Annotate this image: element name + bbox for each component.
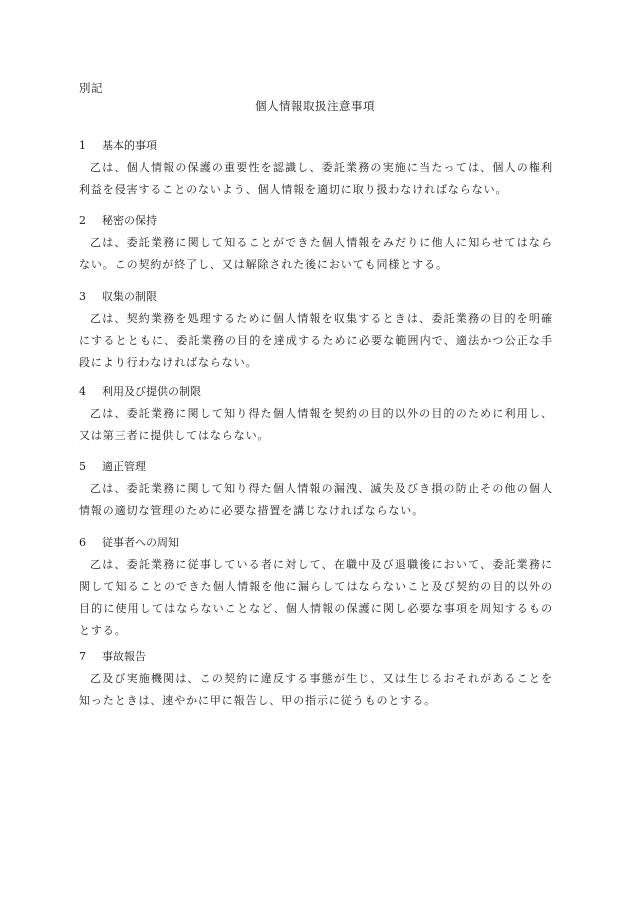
section-number: 2 xyxy=(79,214,86,227)
section-body: 乙及び実施機関は、この契約に違反する事態が生じ、又は生じるおそれがあることを知ったときは、速やかに甲に報告し、甲の指示に従うものとする。 xyxy=(79,672,553,707)
section-number: 1 xyxy=(79,139,86,152)
section-number: 5 xyxy=(79,460,86,473)
section-7 xyxy=(79,646,553,712)
document-title: 個人情報取扱注意事項 xyxy=(255,99,375,113)
section-heading xyxy=(79,210,553,232)
section-title: 事故報告 xyxy=(102,650,146,663)
section-heading xyxy=(79,381,553,403)
section-1 xyxy=(79,135,553,201)
section-heading xyxy=(79,456,553,478)
section-6 xyxy=(79,532,553,642)
section-5 xyxy=(79,456,553,522)
section-body: 乙は、委託業務に従事している者に対して、在職中及び退職後において、委託業務に関して知ることのできた個人情報を他に漏らしてはならないこと及び契約の目的以外の目的に使用してはならないことなど、個人情報の保護に関し必要な事項を周知するものとする。 xyxy=(79,558,553,637)
section-number: 4 xyxy=(79,385,86,398)
section-title: 利用及び提供の制限 xyxy=(102,385,201,398)
section-body: 乙は、契約業務を処理するために個人情報を収集するときは、委託業務の目的を明確にするとともに、委託業務の目的を達成するために必要な範囲内で、適法かつ公正な手段により行わなければならない。 xyxy=(79,312,553,369)
section-title: 基本的事項 xyxy=(102,139,157,152)
section-heading xyxy=(79,286,553,308)
section-title: 秘密の保持 xyxy=(102,214,157,227)
section-4 xyxy=(79,381,553,447)
section-body: 乙は、委託業務に関して知ることができた個人情報をみだりに他人に知らせてはならない。この契約が終了し、又は解除された後においても同様とする。 xyxy=(79,236,553,271)
section-body: 乙は、個人情報の保護の重要性を認識し、委託業務の実施に当たっては、個人の権利利益を侵害することのないよう、個人情報を適切に取り扱わなければならない。 xyxy=(79,161,553,196)
section-title: 適正管理 xyxy=(102,460,146,473)
section-heading xyxy=(79,135,553,157)
section-title: 収集の制限 xyxy=(102,290,157,303)
section-heading xyxy=(79,532,553,554)
section-body: 乙は、委託業務に関して知り得た個人情報を契約の目的以外の目的のために利用し、又は第三者に提供してはならない。 xyxy=(79,407,553,442)
section-number: 6 xyxy=(79,536,86,549)
section-heading xyxy=(79,646,553,668)
section-3 xyxy=(79,286,553,374)
section-number: 3 xyxy=(79,290,86,303)
section-2 xyxy=(79,210,553,276)
section-body: 乙は、委託業務に関して知り得た個人情報の漏洩、滅失及びき損の防止その他の個人情報の適切な管理のために必要な措置を講じなければならない。 xyxy=(79,482,553,517)
section-title: 従事者への周知 xyxy=(102,536,179,549)
section-number: 7 xyxy=(79,650,86,663)
appendix-label: 別記 xyxy=(79,81,103,95)
